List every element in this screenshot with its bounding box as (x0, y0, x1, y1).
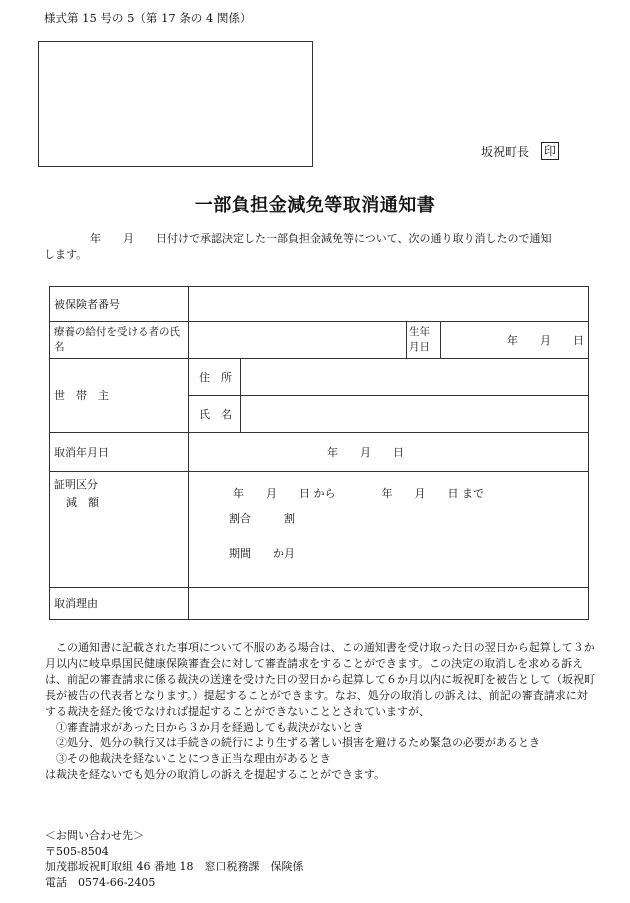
period-to: 年 月 日 まで (381, 487, 484, 500)
birth-date-value: 年 月 日 (441, 322, 589, 359)
form-number: 様式第 15 号の 5（第 17 条の 4 関係） (44, 11, 252, 25)
cancel-reason-label: 取消理由 (50, 588, 189, 620)
household-head-label: 世 帯 主 (50, 359, 189, 433)
recipient-name-field (189, 322, 407, 359)
table-row (50, 588, 589, 620)
contact-phone: 電話 0574-66-2405 (45, 875, 156, 889)
appeal-condition-2: ②処分、処分の執行又は手続きの続行により生ずる著しい損害を避けるため緊急の必要があるとき (56, 736, 540, 750)
recipient-address-box (38, 41, 313, 167)
contact-info (45, 828, 303, 890)
name-field (241, 396, 589, 433)
certificate-type-value: 減 額 (66, 496, 99, 509)
appeal-condition-1: ①審査請求があった日から３か月を経過しても裁決がないとき (56, 720, 364, 734)
certificate-period-cell (189, 472, 589, 588)
birth-date-label: 生年月日 (407, 322, 441, 359)
intro-text-continued: します。 (44, 248, 88, 261)
period-from: 年 月 日 から (233, 487, 336, 500)
issuer-name: 坂祝町長 (481, 144, 530, 159)
cancel-reason-field (189, 588, 589, 620)
cancel-date-label: 取消年月日 (50, 433, 189, 472)
seal-stamp: 印 (541, 142, 559, 160)
contact-heading: ＜お問い合わせ先＞ (45, 829, 144, 842)
appeal-condition-3: ③その他裁決を経ないことにつき正当な理由があるとき (56, 752, 331, 766)
contact-postal-code: 〒505-8504 (45, 844, 109, 858)
insured-number-field (189, 287, 589, 322)
recipient-name-label: 療養の給付を受ける者の氏名 (50, 322, 189, 359)
reduction-ratio: 割合 割 (229, 512, 295, 525)
certificate-type-label: 証明区分 (54, 478, 98, 491)
document-title: 一部負担金減免等取消通知書 (194, 195, 436, 216)
cancellation-details-table (49, 286, 589, 620)
appeal-notice-paragraph: この通知書に記載された事項について不服のある場合は、この通知書を受け取った日の翌日から起算して３か月以内に岐阜県国民健康保険審査会に対して審査請求をすることができます。この決定の取消しを求める訴えは、前記の審査請求に係る裁決の送達を受けた日の翌日から起算して６か月以内に坂祝町を被告として（坂祝町長が被告の代表者となります。）提起することができます。なお、処分の取消しの訴えは、前記の審査請求に対する裁決を経た後でなければ提起することができないこととされていますが、 (45, 641, 595, 718)
contact-address: 加茂郡坂祝町取組 46 番地 18 窓口税務課 保険係 (45, 860, 304, 873)
reduction-duration: 期間 か月 (229, 547, 295, 560)
table-row (50, 322, 589, 359)
table-row (50, 433, 589, 472)
certificate-type-cell (50, 472, 189, 588)
name-label: 氏 名 (189, 396, 241, 433)
appeal-notice (45, 640, 598, 783)
table-row (50, 359, 589, 396)
address-field (241, 359, 589, 396)
table-row (50, 287, 589, 322)
appeal-notice-closing: は裁決を経ないでも処分の取消しの訴えを提起することができます。 (45, 768, 386, 782)
cancel-date-value: 年 月 日 (189, 433, 589, 472)
intro-text: 年 月 日付けで承認決定した一部負担金減免等について、次の通り取り消したので通知 (90, 232, 552, 245)
address-label: 住 所 (189, 359, 241, 396)
issuer (481, 142, 559, 160)
insured-number-label: 被保険者番号 (50, 287, 189, 322)
table-row (50, 472, 589, 588)
